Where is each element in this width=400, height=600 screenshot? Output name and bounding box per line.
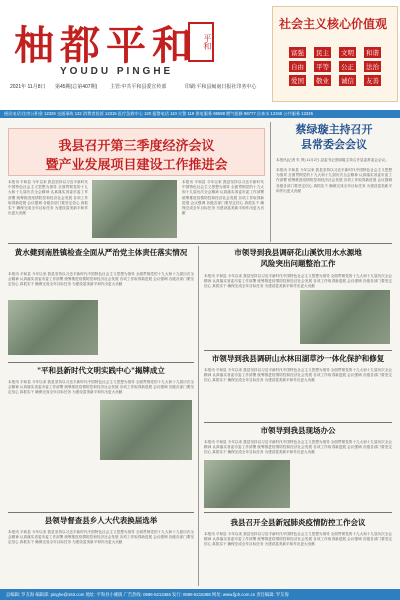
masthead-seal-icon: 平和 bbox=[188, 22, 214, 62]
core-value-chip: 富强 bbox=[289, 47, 306, 58]
story-body-left3: 本报讯 平和县 今年以来 我县坚持以习近平新时代中国特色社会主义思想为指导 全面贯彻党的十九大和十九届历次全会精神 认真落实省委市委工作部署 统筹推进疫情防控和经济社会发展 各项工作取得新进展 会议强调 各级各部门要坚定信心 真抓实干 确保完成全年目标任务 为建设富美新平和作出更大贡献 bbox=[8, 530, 194, 545]
core-value-chip: 和谐 bbox=[364, 47, 381, 58]
footer-strip: 总编辑: 罗友海 编辑部: pinghe@163.com 地址: 平和县小溪镇 广告热线: 0596-5213366 发行: 0596-5215388 网址: www.fjph.com.cn 责任编辑: 罗友海 bbox=[0, 589, 400, 600]
core-value-chip: 敬业 bbox=[314, 75, 331, 86]
masthead-pinyin: YOUDU PINGHE bbox=[60, 66, 174, 77]
section-divider bbox=[8, 362, 194, 363]
story-headline-left3: 县领导督查县乡人大代表换届选举 bbox=[44, 516, 158, 525]
story-headline-bottom: 我县召开全县新冠肺炎疫情防控工作会议 bbox=[230, 518, 366, 527]
core-value-chip: 公正 bbox=[339, 61, 356, 72]
issue-number: 第45期(总第407期) bbox=[55, 84, 98, 90]
side-headline-line2: 县常委会会议 bbox=[301, 138, 367, 151]
section-divider bbox=[204, 422, 392, 423]
lead-headline-banner bbox=[8, 128, 265, 176]
story-body-bottom: 本报讯 平和县 今年以来 我县坚持以习近平新时代中国特色社会主义思想为指导 全面贯彻党的十九大和十九届历次全会精神 认真落实省委市委工作部署 统筹推进疫情防控和经济社会发展 各项工作取得新进展 会议强调 各级各部门要坚定信心 真抓实干 确保完成全年目标任务 为建设富美新平和作出更大贡献 bbox=[204, 532, 392, 547]
masthead-title: 柚都平和 bbox=[14, 22, 198, 69]
core-values-title: 社会主义核心价值观 bbox=[279, 17, 388, 31]
story-headline-right2: 市领导到我县调研山水林田湖草沙一体化保护和修复 bbox=[211, 354, 385, 363]
column-divider bbox=[270, 122, 271, 242]
core-values-ad bbox=[272, 6, 398, 102]
lead-headline-line1: 我县召开第三季度经济会议 bbox=[58, 139, 215, 154]
core-value-chip: 法治 bbox=[364, 61, 381, 72]
side-story-headline bbox=[276, 122, 392, 152]
story-photo-left1 bbox=[8, 300, 98, 355]
story-headline-right1a: 市领导到我县调研花山溪饮用水水源地 bbox=[234, 248, 362, 257]
side-story-body: 本报讯(记者 朱 羿) 11月2日,县委书记蔡绿璇主持召开县委常委会会议。 bbox=[276, 158, 389, 162]
core-value-chip: 民主 bbox=[314, 47, 331, 58]
sponsor-info: 主管:中共平和县委宣传部 bbox=[110, 84, 167, 90]
lead-photo bbox=[92, 180, 177, 238]
core-values-row bbox=[289, 61, 381, 72]
story-headline-left2: "平和县新时代文明实践中心"揭牌成立 bbox=[37, 366, 165, 375]
print-info: 印刷:平和县闽南日报社印务中心 bbox=[185, 84, 257, 90]
section-divider bbox=[8, 243, 392, 244]
story-headline-left1: 黄水健到南胜镇检查全面从严治党主体责任落实情况 bbox=[14, 248, 188, 257]
lead-body-col2: 本报讯 平和县 今年以来 我县坚持以习近平新时代中国特色社会主义思想为指导 全面贯彻党的十九大和十九届历次全会精神 认真落实省委市委工作部署 统筹推进疫情防控和经济社会发展 各项工作取得新进展 会议强调 各级各部门要坚定信心 真抓实干 确保完成全年目标任务 为建设富美新平和作出更大贡献 bbox=[182, 180, 264, 216]
masthead bbox=[0, 0, 400, 118]
core-value-chip: 自由 bbox=[289, 61, 306, 72]
side-headline-line1: 蔡绿璇主持召开 bbox=[295, 123, 373, 136]
side-story-body-cont: 本报讯 平和县 今年以来 我县坚持以习近平新时代中国特色社会主义思想为指导 全面贯彻党的十九大和十九届历次全会精神 认真落实省委市委工作部署 统筹推进疫情防控和经济社会发展 各项工作取得新进展 会议强调 各级各部门要坚定信心 真抓实干 确保完成全年目标任务 为建设富美新平和作出更大贡献 bbox=[276, 168, 392, 193]
service-phone-strip: 便民电话:住房公积金 12329 交通事故 122 消费者投诉 12315 医疗急救中心 120 报警电话 110 火警 119 供电服务 95598 燃气抢修 96777 自来水 12345 公共服务 12345 bbox=[0, 110, 400, 118]
lead-body-col1: 本报讯 平和县 今年以来 我县坚持以习近平新时代中国特色社会主义思想为指导 全面贯彻党的十九大和十九届历次全会精神 认真落实省委市委工作部署 统筹推进疫情防控和经济社会发展 各项工作取得新进展 会议强调 各级各部门要坚定信心 真抓实干 确保完成全年目标任务 为建设富美新平和作出更大贡献 bbox=[8, 180, 88, 216]
issue-date: 2021年 11月8日 bbox=[10, 84, 46, 90]
story-body-right3: 本报讯 平和县 今年以来 我县坚持以习近平新时代中国特色社会主义思想为指导 全面贯彻党的十九大和十九届历次全会精神 认真落实省委市委工作部署 统筹推进疫情防控和经济社会发展 各项工作取得新进展 会议强调 各级各部门要坚定信心 真抓实干 确保完成全年目标任务 为建设富美新平和作出更大贡献 bbox=[204, 440, 392, 455]
story-photo-right3 bbox=[204, 460, 290, 508]
story-headline-right3: 市领导到我县现场办公 bbox=[260, 426, 336, 435]
core-values-row bbox=[289, 75, 381, 86]
core-value-chip: 文明 bbox=[339, 47, 356, 58]
core-value-chip: 友善 bbox=[364, 75, 381, 86]
section-divider bbox=[204, 350, 392, 351]
story-body-right2: 本报讯 平和县 今年以来 我县坚持以习近平新时代中国特色社会主义思想为指导 全面贯彻党的十九大和十九届历次全会精神 认真落实省委市委工作部署 统筹推进疫情防控和经济社会发展 各项工作取得新进展 会议强调 各级各部门要坚定信心 真抓实干 确保完成全年目标任务 为建设富美新平和作出更大贡献 bbox=[204, 368, 392, 383]
story-body-left2: 本报讯 平和县 今年以来 我县坚持以习近平新时代中国特色社会主义思想为指导 全面贯彻党的十九大和十九届历次全会精神 认真落实省委市委工作部署 统筹推进疫情防控和经济社会发展 各项工作取得新进展 会议强调 各级各部门要坚定信心 真抓实干 确保完成全年目标任务 为建设富美新平和作出更大贡献 bbox=[8, 380, 194, 395]
core-value-chip: 平等 bbox=[314, 61, 331, 72]
core-values-grid bbox=[289, 47, 381, 89]
story-photo-left2 bbox=[100, 400, 192, 460]
section-divider bbox=[8, 512, 194, 513]
story-photo-right1 bbox=[300, 290, 390, 344]
core-values-row bbox=[289, 47, 381, 58]
section-divider bbox=[204, 512, 392, 513]
story-body-right1: 本报讯 平和县 今年以来 我县坚持以习近平新时代中国特色社会主义思想为指导 全面贯彻党的十九大和十九届历次全会精神 认真落实省委市委工作部署 统筹推进疫情防控和经济社会发展 各项工作取得新进展 会议强调 各级各部门要坚定信心 真抓实干 确保完成全年目标任务 为建设富美新平和作出更大贡献 bbox=[204, 274, 392, 289]
core-value-chip: 爱国 bbox=[289, 75, 306, 86]
column-divider bbox=[198, 246, 199, 586]
lead-headline-line2: 暨产业发展项目建设工作推进会 bbox=[45, 158, 228, 173]
core-value-chip: 诚信 bbox=[339, 75, 356, 86]
story-headline-right1b: 风险突出问题整治工作 bbox=[260, 259, 336, 268]
story-body-left1: 本报讯 平和县 今年以来 我县坚持以习近平新时代中国特色社会主义思想为指导 全面贯彻党的十九大和十九届历次全会精神 认真落实省委市委工作部署 统筹推进疫情防控和经济社会发展 各项工作取得新进展 会议强调 各级各部门要坚定信心 真抓实干 确保完成全年目标任务 为建设富美新平和作出更大贡献 bbox=[8, 272, 194, 287]
